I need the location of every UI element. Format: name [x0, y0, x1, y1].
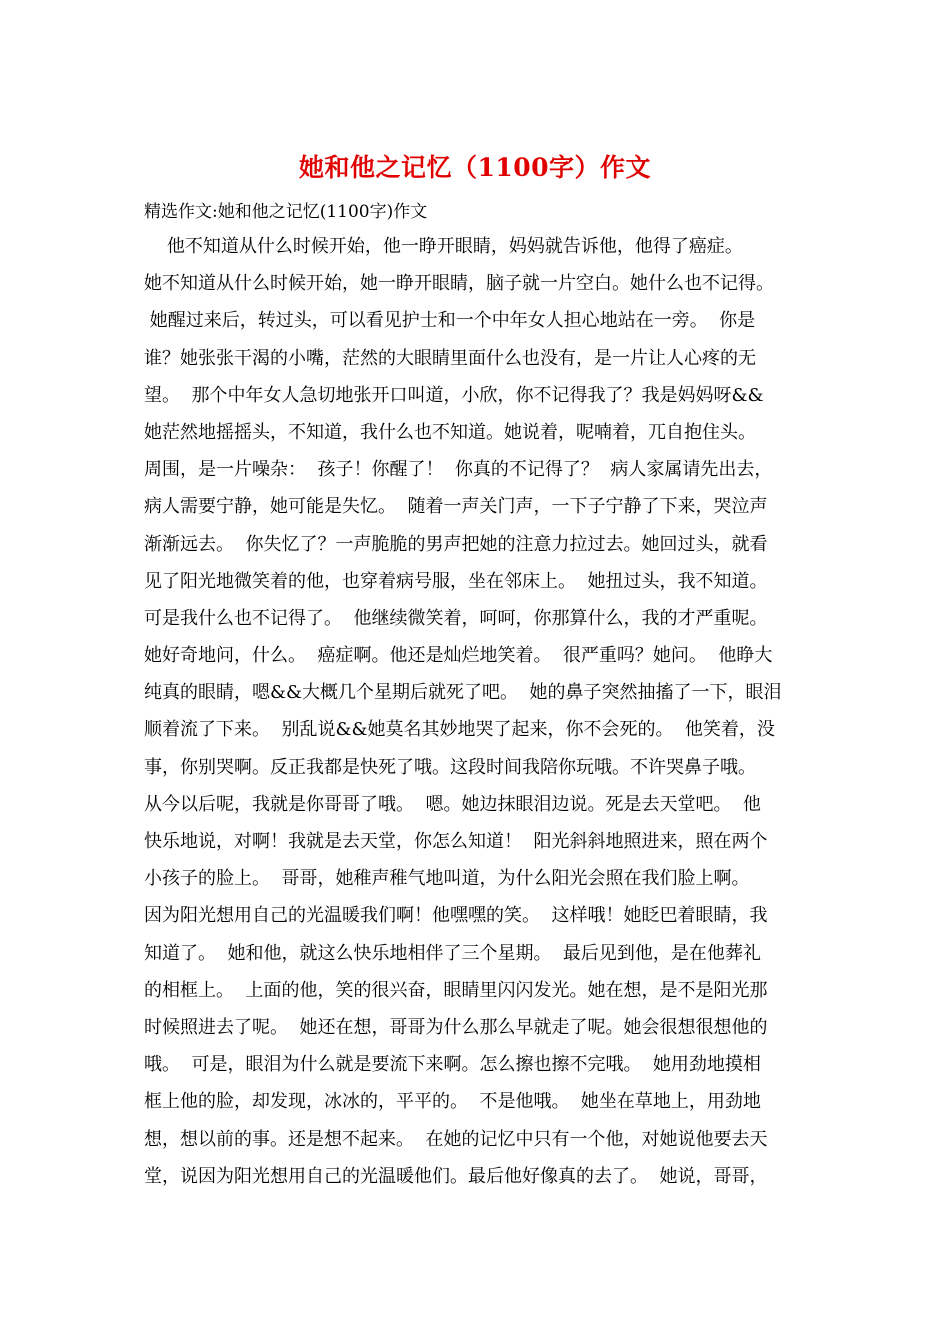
body-text-line: 周围，是一片噪杂： 孩子！你醒了！ 你真的不记得了？ 病人家属请先出去， — [144, 459, 773, 481]
body-text-line: 框上他的脸，却发现，冰冰的，平平的。 不是他哦。 她坐在草地上，用劲地 — [144, 1091, 761, 1113]
body-text-line: 快乐地说，对啊！我就是去天堂，你怎么知道！ 阳光斜斜地照进来，照在两个 — [144, 831, 768, 852]
body-text-line: 因为阳光想用自己的光温暖我们啊！他嘿嘿的笑。 这样哦！她眨巴着眼睛，我 — [144, 905, 768, 927]
body-text-line: 知道了。 她和他，就这么快乐地相伴了三个星期。 最后见到他，是在他葬礼 — [144, 942, 761, 964]
body-text-line: 望。 那个中年女人急切地张开口叫道，小欣，你不记得我了？我是妈妈呀&& — [144, 384, 764, 406]
body-text-line: 见了阳光地微笑着的他，也穿着病号服，坐在邻床上。 她扭过头，我不知道。 — [144, 570, 768, 592]
body-text-line: 堂，说因为阳光想用自己的光温暖他们。最后他好像真的去了。 她说，哥哥， — [144, 1165, 768, 1187]
body-text-line: 可是我什么也不记得了。 他继续微笑着，呵呵，你那算什么，我的才严重呢。 — [144, 607, 768, 629]
body-text-line: 小孩子的脸上。 哥哥，她稚声稚气地叫道，为什么阳光会照在我们脸上啊。 — [144, 868, 750, 890]
body-text-line: 她好奇地问，什么。 癌症啊。他还是灿烂地笑着。 很严重吗？她问。 他睁大 — [144, 645, 773, 667]
body-text-line: 她茫然地摇摇头，不知道，我什么也不知道。她说着，呢喃着，兀自抱住头。 — [144, 421, 756, 443]
body-text-line: 他不知道从什么时候开始，他一睁开眼睛，妈妈就告诉他，他得了癌症。 — [144, 236, 743, 257]
body-text-line: 她不知道从什么时候开始，她一睁开眼睛，脑子就一片空白。她什么也不记得。 — [144, 273, 774, 295]
document-title: 她和他之记忆（1100字）作文 — [298, 153, 652, 182]
body-text-line: 渐渐远去。 你失忆了？一声脆脆的男声把她的注意力拉过去。她回过头，就看 — [144, 533, 768, 555]
document-body — [144, 228, 814, 1195]
body-text-line: 想，想以前的事。还是想不起来。 在她的记忆中只有一个他，对她说他要去天 — [144, 1128, 768, 1150]
document-subtitle: 精选作文:她和他之记忆(1100字)作文 — [144, 202, 428, 222]
body-text-line: 的相框上。 上面的他，笑的很兴奋，眼睛里闪闪发光。她在想，是不是阳光那 — [144, 979, 768, 1001]
body-text-line: 顺着流了下来。 别乱说&&她莫名其妙地哭了起来，你不会死的。 他笑着，没 — [144, 719, 775, 741]
body-text-line: 事，你别哭啊。反正我都是快死了哦。这段时间我陪你玩哦。不许哭鼻子哦。 — [144, 756, 756, 778]
body-text-line: 谁？她张张干渴的小嘴，茫然的大眼睛里面什么也没有，是一片让人心疼的无 — [144, 347, 756, 369]
body-text-line: 从今以后呢，我就是你哥哥了哦。 嗯。她边抹眼泪边说。死是去天堂吧。 他 — [144, 793, 761, 815]
body-text-line: 纯真的眼睛，嗯&&大概几个星期后就死了吧。 她的鼻子突然抽搐了一下，眼泪 — [144, 682, 782, 704]
body-text-line: 她醒过来后，转过头，可以看见护士和一个中年女人担心地站在一旁。 你是 — [144, 310, 756, 332]
body-text-line: 时候照进去了呢。 她还在想，哥哥为什么那么早就走了呢。她会很想很想他的 — [144, 1016, 768, 1038]
body-text-line: 病人需要宁静，她可能是失忆。 随着一声关门声，一下子宁静了下来，哭泣声 — [144, 496, 768, 518]
body-text-line: 哦。 可是，眼泪为什么就是要流下来啊。怎么擦也擦不完哦。 她用劲地摸相 — [144, 1054, 761, 1076]
